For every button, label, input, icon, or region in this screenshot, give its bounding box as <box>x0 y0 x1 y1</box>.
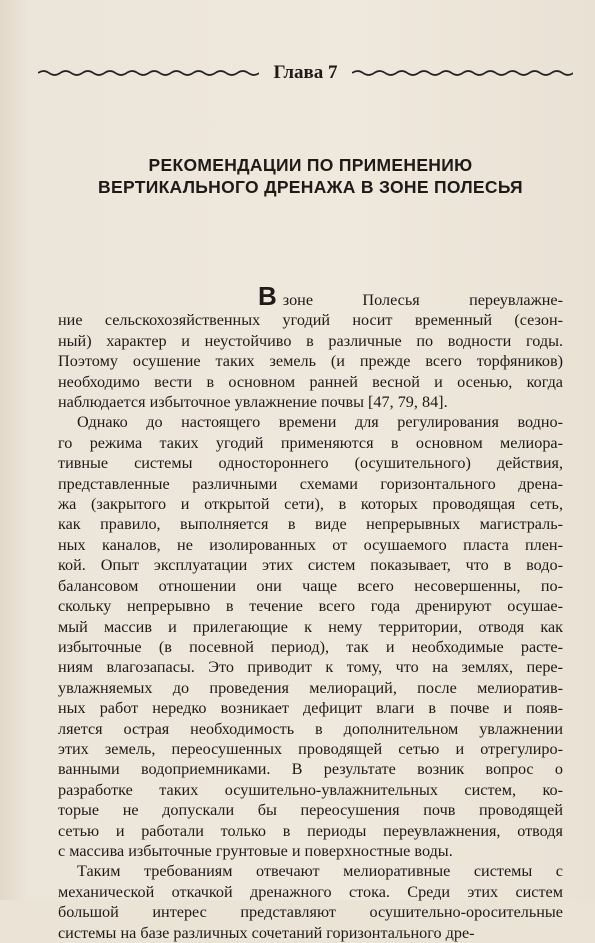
text-line: тивные системы одностороннего (осушительного) действия, <box>58 454 563 473</box>
paragraph-2 <box>58 412 563 861</box>
wavy-rule-right <box>352 68 573 78</box>
chapter-header <box>38 58 573 88</box>
text-line: ных работ нередко возникает дефицит влаги в почве и появ- <box>58 699 563 718</box>
text-line: этих земель, переосушенных проводящей сетью и отрегулиро- <box>58 739 563 758</box>
body-text <box>58 281 563 943</box>
text-line: как правило, выполняется в виде непрерывных магистраль- <box>58 515 563 534</box>
text-line: необходимо вести в основном ранней весной и осенью, когда <box>58 372 563 391</box>
text-line: Таким требованиям отвечают мелиоративные системы с <box>77 862 563 881</box>
drop-cap: В <box>258 281 277 311</box>
text-line: кой. Опыт эксплуатации этих систем показывает, что в водо- <box>58 556 563 575</box>
text-line <box>58 281 563 311</box>
text-line: Поэтому осушение таких земель (и прежде всего торфяников) <box>58 352 563 371</box>
text-line: ние сельскохозяйственных угодий носит временный (сезон- <box>58 311 563 330</box>
title-line-2: ВЕРТИКАЛЬНОГО ДРЕНАЖА В ЗОНЕ ПОЛЕСЬЯ <box>98 177 523 197</box>
text-line: сетью и работали только в периоды переувлажнения, отводя <box>58 821 563 840</box>
text-line: представленные различными схемами горизонтального дрена- <box>58 474 563 493</box>
text-line: торые не допускали бы переосушения почв проводящей <box>58 801 563 820</box>
chapter-title <box>58 154 563 198</box>
text-line: разработке таких осушительно-увлажнительных систем, ко- <box>58 780 563 799</box>
text-line: ниям влагозапасы. Это приводит к тому, что на землях, пере- <box>58 658 563 677</box>
text-line: го режима таких угодий применяются в основном мелиора- <box>58 433 563 452</box>
text-line: увлажняемых до проведения мелиораций, после мелиоратив- <box>58 678 563 697</box>
text-line: системы на базе различных сочетаний горизонтального дре- <box>58 923 475 942</box>
text-line: ный) характер и неустойчиво в различные по водности годы. <box>58 331 563 350</box>
text-line: большой интерес представляют осушительно-оросительные <box>58 903 563 922</box>
text-line: Однако до настоящего времени для регулирования водно- <box>77 413 563 432</box>
text-line: скольку непрерывно в течение всего года дренируют осушае- <box>58 597 563 616</box>
text-line: балансовом отношении они чаще всего несовершенны, по- <box>58 576 563 595</box>
text-line: механической откачкой дренажного стока. Среди этих систем <box>58 882 563 901</box>
text-line: жа (закрытого и открытой сети), в которых проводящая сеть, <box>58 495 563 514</box>
text-line: наблюдается избыточное увлажнение почвы [47, 79, 84]. <box>58 393 448 412</box>
text-line-content: зоне Полесья переувлажне- <box>282 291 563 309</box>
chapter-label: Глава 7 <box>273 62 338 83</box>
text-line: избыточные (в посевной период), так и необходимые расте- <box>58 637 563 656</box>
text-line: с массива избыточные грунтовые и поверхностные воды. <box>58 841 453 860</box>
wavy-rule-left <box>38 68 259 78</box>
paragraph-3 <box>58 861 563 943</box>
text-line: ляется острая необходимость в дополнительном увлажнении <box>58 719 563 738</box>
title-line-1: РЕКОМЕНДАЦИИ ПО ПРИМЕНЕНИЮ <box>148 155 473 175</box>
text-line: ных каналов, не изолированных от осушаемого пласта плен- <box>58 535 563 554</box>
text-line: мый массив и прилегающие к нему территории, отводя как <box>58 617 563 636</box>
paragraph-1 <box>58 281 563 412</box>
text-line: ванными водоприемниками. В результате возник вопрос о <box>58 760 563 779</box>
